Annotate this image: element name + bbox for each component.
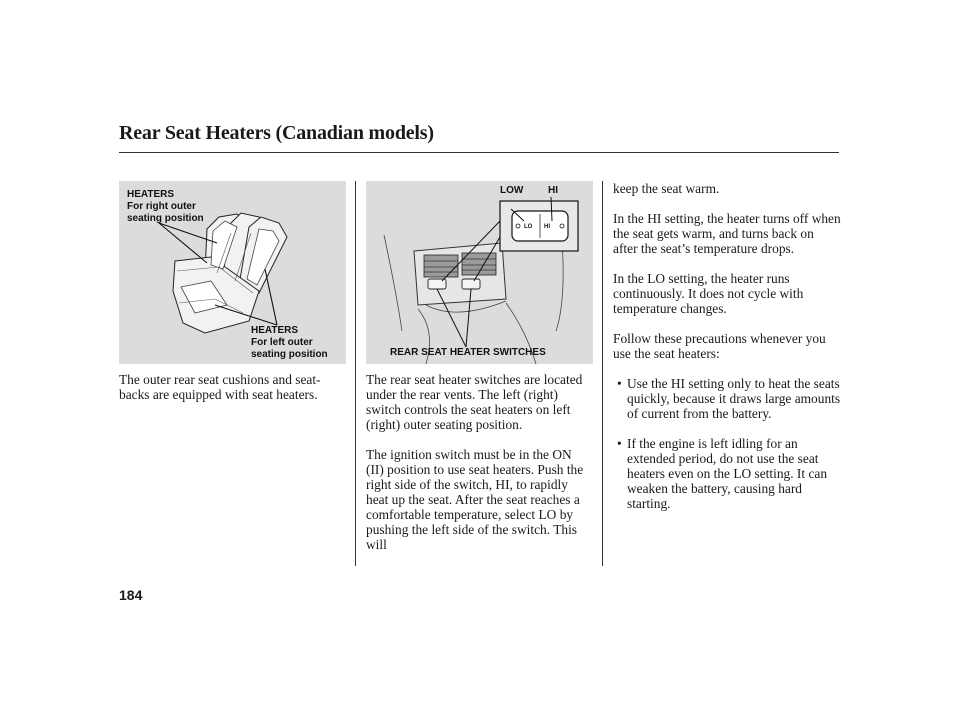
- switch-caption: REAR SEAT HEATER SWITCHES: [390, 347, 546, 358]
- precaution-text: Use the HI setting only to heat the seats quickly, because it draws large amounts of current from the battery.: [627, 376, 841, 421]
- title-rule: [119, 152, 839, 153]
- precaution-text: If the engine is left idling for an extended period, do not use the seat heaters even on the LO setting. It can weaken the battery, causing hard starting.: [627, 436, 828, 511]
- heater-left-desc-1: For left outer: [251, 337, 313, 348]
- page-number: 184: [119, 587, 143, 603]
- column-divider: [355, 181, 356, 566]
- switch-hi-text: HI: [544, 224, 550, 230]
- precautions-intro: Follow these precautions whenever you use the seat heaters:: [613, 331, 826, 361]
- list-item: [613, 436, 841, 511]
- seat-heater-illustration: [119, 181, 346, 364]
- heater-right-desc-1: For right outer: [127, 201, 196, 212]
- hi-setting-text: In the HI setting, the heater turns off when the seat gets warm, and turns back on after the seat’s temperature drops.: [613, 211, 841, 256]
- column-3: [613, 181, 841, 526]
- switch-drawing: [366, 181, 593, 364]
- heater-left-desc-2: seating position: [251, 349, 328, 360]
- heater-right-desc-2: seating position: [127, 213, 204, 224]
- lo-setting-text: In the LO setting, the heater runs continuously. It does not cycle with temperature changes.: [613, 271, 804, 316]
- column-divider: [602, 181, 603, 566]
- bullet-icon: •: [617, 436, 622, 451]
- column-1: [119, 372, 347, 417]
- switch-operation-text: The ignition switch must be in the ON (II) position to use seat heaters. Push the right side of the switch, HI, to rapidly heat up the seat. After the seat reaches a comfortable temperature, select LO by pushing the left side of the switch. This will: [366, 447, 584, 552]
- seat-heater-intro: The outer rear seat cushions and seat-backs are equipped with seat heaters.: [119, 372, 321, 402]
- heater-right-heading: HEATERS: [127, 189, 175, 200]
- continued-text: keep the seat warm.: [613, 181, 720, 196]
- switch-illustration: [366, 181, 593, 364]
- page-title: Rear Seat Heaters (Canadian models): [119, 122, 434, 144]
- column-2: [366, 372, 592, 567]
- hi-label: HI: [548, 185, 558, 196]
- low-label: LOW: [500, 185, 524, 196]
- heater-left-heading: HEATERS: [251, 325, 299, 336]
- bullet-icon: •: [617, 376, 622, 391]
- list-item: [613, 376, 841, 421]
- switch-lo-text: LO: [524, 224, 533, 230]
- switch-location-text: The rear seat heater switches are located under the rear vents. The left (right) switch controls the seat heaters on left (right) outer seating position.: [366, 372, 583, 432]
- precautions-list: [613, 376, 841, 511]
